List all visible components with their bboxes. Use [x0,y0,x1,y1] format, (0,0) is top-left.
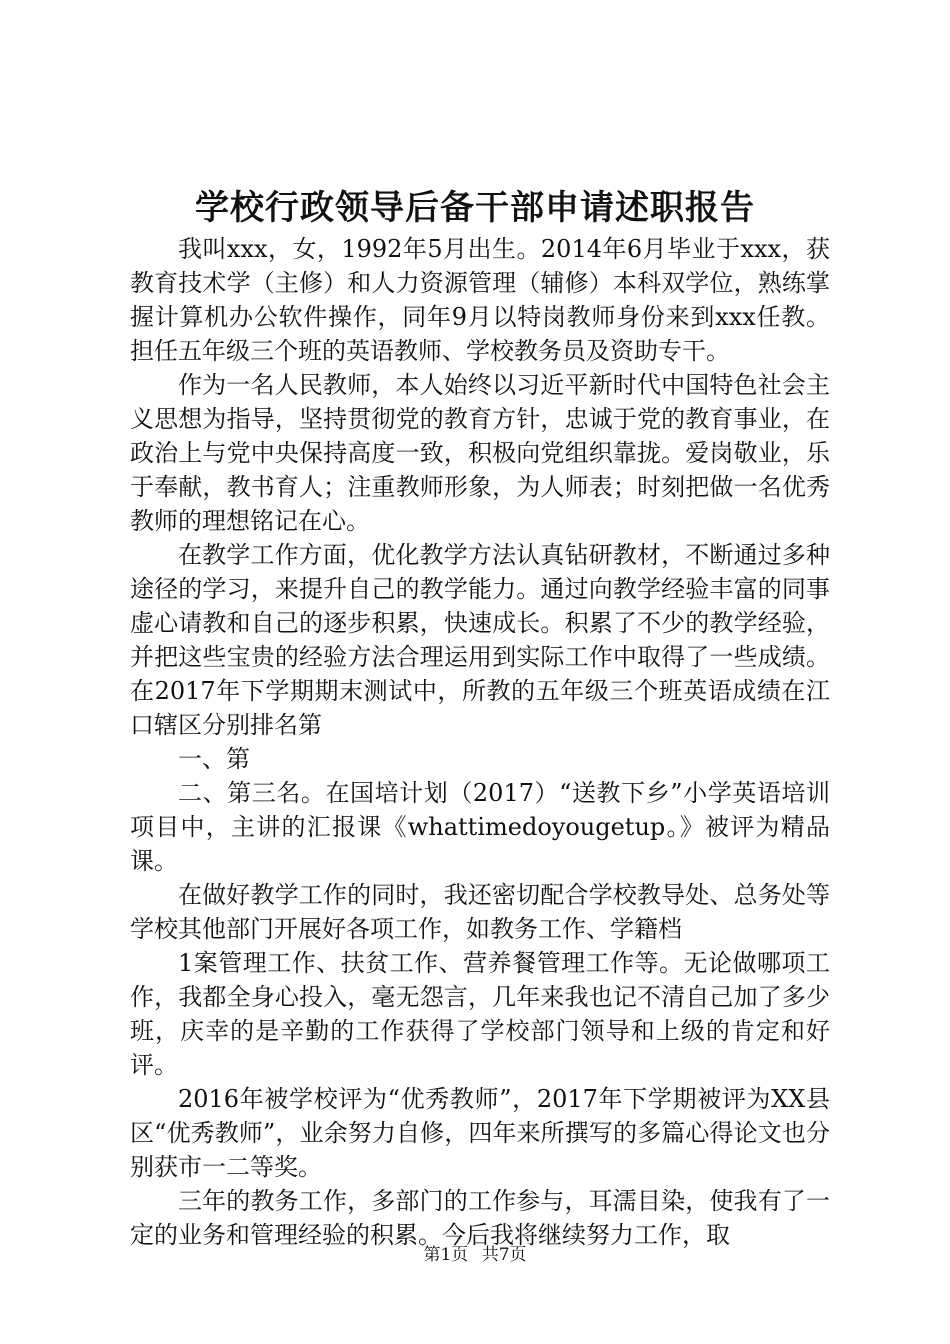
paragraph-awards: 2016年被学校评为“优秀教师”，2017年下学期被评为XX县区“优秀教师”，业余努力自修，四年来所撰写的多篇心得论文也分别获市一二等奖。 [130,1085,830,1181]
document-title: 学校行政领导后备干部申请述职报告 [195,188,755,228]
page-total: 共7页 [481,1245,527,1265]
page-number: 第1页 [423,1245,469,1265]
paragraph-archive-work: 1案管理工作、扶贫工作、营养餐管理工作等。无论做哪项工作，我都全身心投入，毫无怨言，几年来我也记不清自己加了多少班，庆幸的是辛勤的工作获得了学校部门领导和上级的肯定和好评。 [130,949,830,1079]
paragraph-rank-second: 二、第三名。在国培计划（2017）“送教下乡”小学英语培训项目中，主讲的汇报课《whattimedoyougetup。》被评为精品课。 [130,779,830,875]
paragraph-cooperation: 在做好教学工作的同时，我还密切配合学校教导处、总务处等学校其他部门开展好各项工作，如教务工作、学籍档 [130,881,830,943]
paragraph-teaching: 在教学工作方面，优化教学方法认真钻研教材，不断通过多种途径的学习，来提升自己的教学能力。通过向教学经验丰富的同事虚心请教和自己的逐步积累，快速成长。积累了不少的教学经验，并把这些宝贵的经验方法合理运用到实际工作中取得了一些成绩。在2017年下学期期末测试中，所教的五年级三个班英语成绩在江口辖区分别排名第 [130,541,830,739]
page-footer [0,1243,950,1267]
paragraph-rank-first: 一、第 [178,745,250,773]
document-body [130,232,830,1252]
paragraph-intro: 我叫xxx，女，1992年5月出生。2014年6月毕业于xxx，获教育技术学（主修）和人力资源管理（辅修）本科双学位，熟练掌握计算机办公软件操作，同年9月以特岗教师身份来到xxx任教。担任五年级三个班的英语教师、学校教务员及资助专干。 [130,235,830,365]
paragraph-political: 作为一名人民教师，本人始终以习近平新时代中国特色社会主义思想为指导，坚持贯彻党的教育方针，忠诚于党的教育事业，在政治上与党中央保持高度一致，积极向党组织靠拢。爱岗敬业，乐于奉献，教书育人；注重教师形象，为人师表；时刻把做一名优秀教师的理想铭记在心。 [130,371,830,535]
paragraph-summary: 三年的教务工作，多部门的工作参与，耳濡目染，使我有了一定的业务和管理经验的积累。今后我将继续努力工作，取 [130,1187,830,1249]
